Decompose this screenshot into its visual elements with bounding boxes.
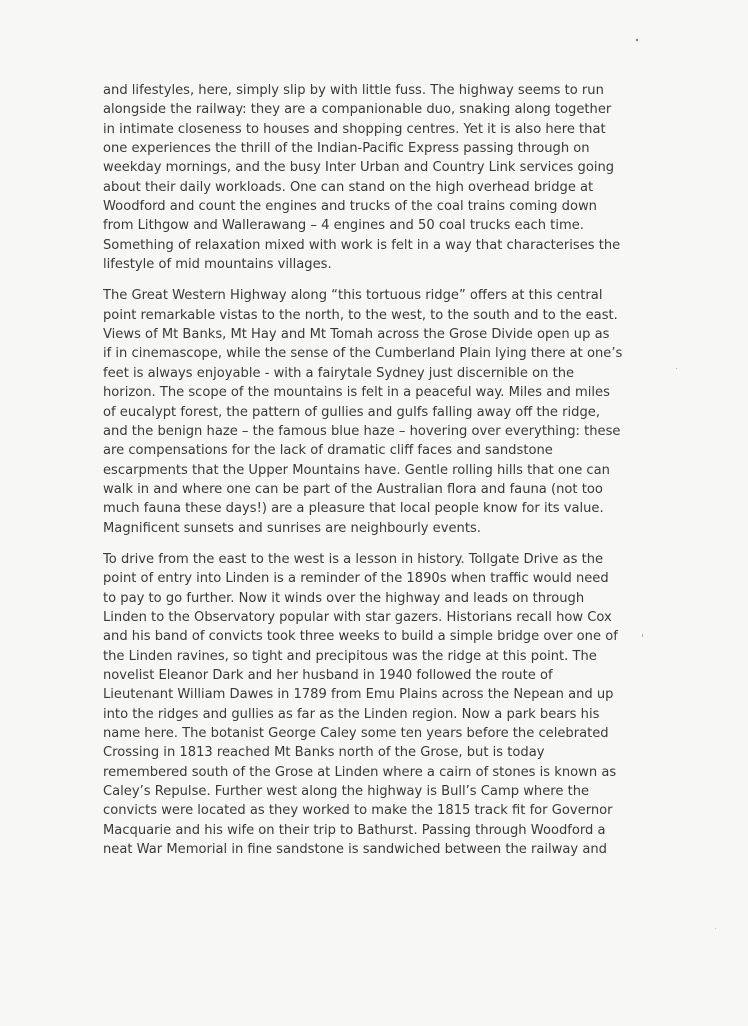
text-line: Views of Mt Banks, Mt Hay and Mt Tomah across the Grose Divide open up as bbox=[103, 327, 610, 343]
text-line: To drive from the east to the west is a lesson in history. Tollgate Drive as the bbox=[103, 551, 604, 567]
text-line: and lifestyles, here, simply slip by with little fuss. The highway seems to run bbox=[103, 83, 604, 98]
text-line: about their daily workloads. One can stand on the high overhead bridge at bbox=[103, 179, 594, 195]
text-line: point remarkable vistas to the north, to the west, to the south and to the east. bbox=[103, 307, 618, 323]
text-line: alongside the railway: they are a companionable duo, snaking along together bbox=[103, 102, 612, 118]
text-line: Woodford and count the engines and trucks of the coal trains coming down bbox=[103, 199, 597, 215]
text-line: lifestyle of mid mountains villages. bbox=[103, 257, 332, 273]
text-line: remembered south of the Grose at Linden where a cairn of stones is known as bbox=[103, 764, 617, 780]
text-line: Linden to the Observatory popular with star gazers. Historians recall how Cox bbox=[103, 609, 612, 625]
text-line: name here. The botanist George Caley some ten years before the celebrated bbox=[103, 726, 609, 741]
text-line: Macquarie and his wife on their trip to Bathurst. Passing through Woodford a bbox=[103, 822, 606, 838]
text-line: Magnificent sunsets and sunrises are neighbourly events. bbox=[103, 520, 481, 536]
scan-speck bbox=[636, 39, 638, 41]
text-line: escarpments that the Upper Mountains have. Gentle rolling hills that one can bbox=[103, 462, 610, 478]
text-line: point of entry into Linden is a reminder of the 1890s when traffic would need bbox=[103, 571, 609, 587]
text-line: of eucalypt forest, the pattern of gullies and gulfs falling away off the ridge, bbox=[103, 404, 601, 420]
text-line: walk in and where one can be part of the Australian flora and fauna (not too bbox=[103, 481, 603, 497]
scan-speck bbox=[676, 368, 677, 369]
text-line: horizon. The scope of the mountains is felt in a peaceful way. Miles and miles bbox=[103, 385, 610, 401]
text-line: The Great Western Highway along “this tortuous ridge” offers at this central bbox=[103, 288, 603, 304]
text-line: novelist Eleanor Dark and her husband in 1940 followed the route of bbox=[103, 667, 553, 683]
text-line: in intimate closeness to houses and shopping centres. Yet it is also here that bbox=[103, 121, 606, 137]
text-line: Lieutenant William Dawes in 1789 from Emu Plains across the Nepean and up bbox=[103, 687, 614, 703]
text-line: and his band of convicts took three weeks to build a simple bridge over one of bbox=[103, 629, 618, 645]
text-line: Crossing in 1813 reached Mt Banks north of the Grose, but is today bbox=[103, 745, 545, 761]
text-line: convicts were located as they worked to make the 1815 track fit for Governor bbox=[103, 803, 613, 819]
paragraph-1 bbox=[103, 81, 643, 274]
paragraph-3 bbox=[103, 550, 643, 860]
text-line: if in cinemascope, while the sense of the Cumberland Plain lying there at one’s bbox=[103, 346, 623, 362]
paragraph-2 bbox=[103, 286, 643, 537]
text-line: feet is always enjoyable - with a fairytale Sydney just discernible on the bbox=[103, 365, 575, 381]
text-line: into the ridges and gullies as far as the Linden region. Now a park bears his bbox=[103, 706, 600, 722]
text-line: are compensations for the lack of dramatic cliff faces and sandstone bbox=[103, 443, 553, 459]
text-line: from Lithgow and Wallerawang – 4 engines and 50 coal trucks each time. bbox=[103, 218, 584, 234]
text-line: Caley’s Repulse. Further west along the highway is Bull’s Camp where the bbox=[103, 784, 590, 800]
text-line: Something of relaxation mixed with work is felt in a way that characterises the bbox=[103, 237, 621, 253]
body-text bbox=[103, 81, 643, 871]
text-line: neat War Memorial in fine sandstone is sandwiched between the railway and bbox=[103, 842, 607, 858]
scan-speck bbox=[715, 928, 716, 929]
text-line: the Linden ravines, so tight and precipitous was the ridge at this point. The bbox=[103, 648, 597, 664]
text-line: one experiences the thrill of the Indian-Pacific Express passing through on bbox=[103, 141, 590, 157]
text-line: much fauna these days!) are a pleasure that local people know for its value. bbox=[103, 501, 604, 517]
text-line: and the benign haze – the famous blue haze – hovering over everything: these bbox=[103, 423, 621, 439]
text-line: weekday mornings, and the busy Inter Urban and Country Link services going bbox=[103, 160, 615, 176]
text-line: to pay to go further. Now it winds over the highway and leads on through bbox=[103, 590, 585, 606]
